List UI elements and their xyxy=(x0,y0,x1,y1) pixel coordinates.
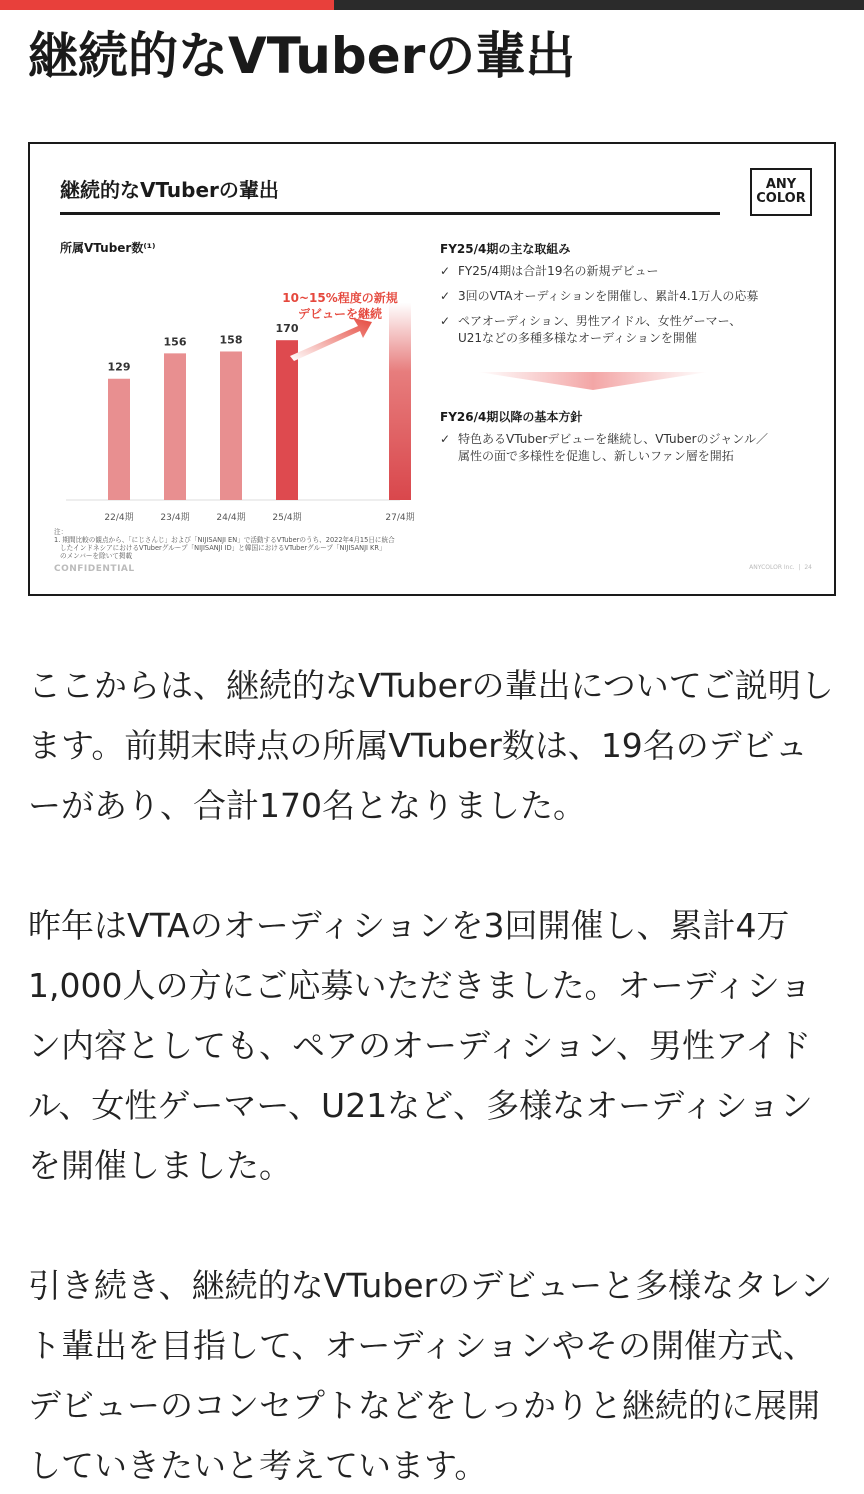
fy25-item-text: ペアオーディション、男性アイドル、女性ゲーマー、 U21などの多種多様なオーディションを開催 xyxy=(458,314,742,345)
bar-value-label: 156 xyxy=(163,335,187,349)
vtuber-count-chart xyxy=(60,236,420,530)
fy26-item-text: 特色あるVTuberデビューを継続し、VTuberのジャンル／ 属性の面で多様性を促進し、新しいファン層を開拓 xyxy=(458,432,768,463)
fy26-policy-title: FY26/4期以降の基本方針 xyxy=(440,410,583,424)
bar-25/4期 xyxy=(276,340,298,500)
check-icon: ✓ xyxy=(440,264,451,278)
slide-footer: ANYCOLOR Inc. | 24 xyxy=(749,564,812,571)
x-tick-label: 27/4期 xyxy=(385,513,415,523)
chart-annotation-line-2: デビューを継続 xyxy=(297,307,383,321)
bar-23/4期 xyxy=(164,353,186,500)
notes-head: 注： xyxy=(54,528,68,536)
growth-arrow xyxy=(290,318,372,361)
body-paragraph: 昨年はVTAのオーディションを3回開催し、累計4万1,000人の方にご応募いただきました。オーディション内容としても、ペアのオーディション、男性アイドル、女性ゲーマー、U21など、多様なオーディションを開催しました。 xyxy=(28,906,813,1185)
fy26-policy xyxy=(440,408,820,473)
notes-line-2: したインドネシアにおけるVTuberグループ「NIJISANJI ID」と韓国におけるVTuberグループ「NIJISANJI KR」 xyxy=(60,544,386,552)
bar-22/4期 xyxy=(108,379,130,500)
bar-chart-svg xyxy=(60,236,420,526)
page-title: 継続的なVTuberの輩出 xyxy=(28,27,576,85)
chart-y-label: 所属VTuber数⁽¹⁾ xyxy=(60,241,156,255)
article-body xyxy=(28,656,838,1494)
fy25-item xyxy=(440,313,820,347)
bar-27/4期 xyxy=(389,303,411,500)
check-icon: ✓ xyxy=(440,314,451,328)
logo-line-2: COLOR xyxy=(756,191,806,206)
body-paragraph: 引き続き、継続的なVTuberのデビューと多様なタレント輩出を目指して、オーディションやその開催方式、デビューのコンセプトなどをしっかりと継続的に展開していきたいと考えています。 xyxy=(28,1266,833,1485)
check-icon: ✓ xyxy=(440,432,451,446)
chart-annotation-line-1: 10~15%程度の新規 xyxy=(282,291,398,305)
fy25-item-text: 3回のVTAオーディションを開催し、累計4.1万人の応募 xyxy=(458,289,759,303)
slide-page-number: 24 xyxy=(804,564,812,571)
slide-title-rule xyxy=(60,212,720,215)
down-arrow-band xyxy=(478,372,708,390)
x-tick-label: 24/4期 xyxy=(216,513,246,523)
fy25-item xyxy=(440,263,820,280)
x-tick-label: 22/4期 xyxy=(104,513,134,523)
copyright: ANYCOLOR Inc. xyxy=(749,564,795,571)
x-tick-label: 25/4期 xyxy=(272,513,302,523)
bar-value-label: 158 xyxy=(219,333,243,347)
bar-24/4期 xyxy=(220,351,242,500)
fy26-item xyxy=(440,431,820,465)
slide-image xyxy=(28,142,836,596)
notes-line-1: 1. 期間比較の観点から、「にじさんじ」および「NIJISANJI EN」で活動するVTuberのうち、2022年4月15日に統合 xyxy=(54,536,395,544)
confidential-label: CONFIDENTIAL xyxy=(54,564,135,574)
fy25-initiatives-title: FY25/4期の主な取組み xyxy=(440,242,571,256)
slide-notes xyxy=(54,528,414,560)
bar-value-label: 170 xyxy=(275,322,299,336)
anycolor-logo xyxy=(750,168,812,216)
notes-line-3: のメンバーを除いて掲載 xyxy=(60,552,133,560)
top-bar xyxy=(0,0,864,10)
slide-title: 継続的なVTuberの輩出 xyxy=(60,178,279,202)
fy25-item-text: FY25/4期は合計19名の新規デビュー xyxy=(458,264,659,278)
logo-line-1: ANY xyxy=(765,177,797,192)
fy25-initiatives xyxy=(440,240,820,355)
fy25-item xyxy=(440,288,820,305)
body-paragraph: ここからは、継続的なVTuberの輩出についてご説明します。前期末時点の所属VTuber数は、19名のデビューがあり、合計170名となりました。 xyxy=(28,666,834,825)
check-icon: ✓ xyxy=(440,289,451,303)
reading-progress-bar xyxy=(0,0,334,10)
x-tick-label: 23/4期 xyxy=(160,513,190,523)
bar-value-label: 129 xyxy=(107,360,131,374)
